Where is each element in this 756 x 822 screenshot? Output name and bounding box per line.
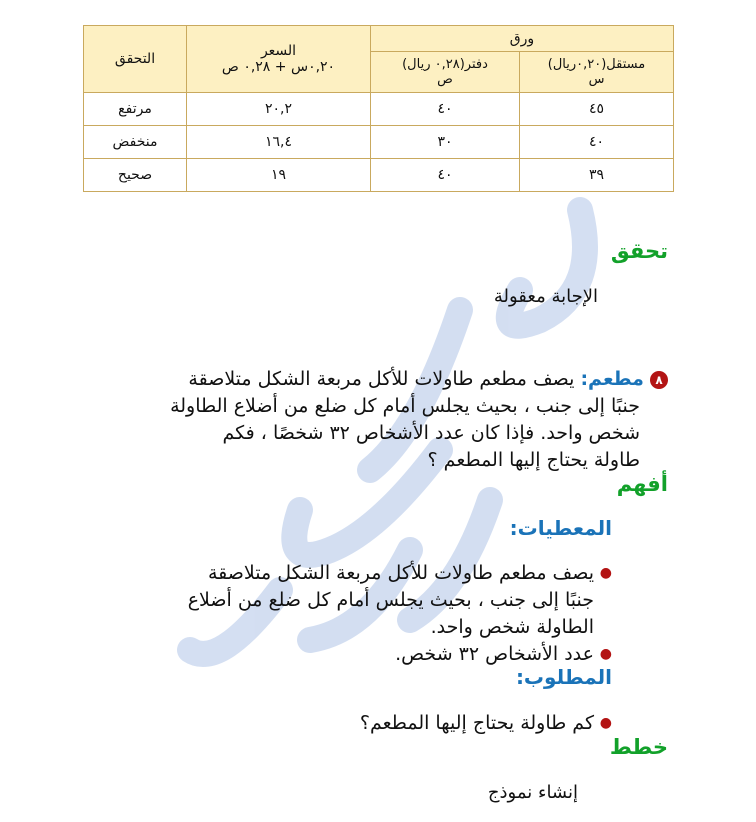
bullet-icon: ● bbox=[599, 715, 612, 731]
problem-block bbox=[68, 366, 668, 474]
verify-heading: تحقق bbox=[610, 239, 668, 263]
list-item: ● يصف مطعم طاولات للأكل مربعة الشكل متلاصقة جنبًا إلى جنب ، بحيث يجلس أمام كل ضلع من أضلاع الطاولة شخص واحد. bbox=[187, 562, 612, 638]
pricing-table bbox=[83, 25, 674, 192]
understand-heading: أفهم bbox=[616, 472, 668, 496]
plan-text: إنشاء نموذج bbox=[487, 782, 578, 803]
required-heading: المطلوب: bbox=[515, 665, 612, 689]
table-row: ٤٠ ٣٠ ١٦,٤ منخفض bbox=[84, 126, 674, 159]
list-item: ● عدد الأشخاص ٣٢ شخص. bbox=[142, 641, 612, 668]
independent-header: مستقل(٠,٢٠ريال) س bbox=[520, 52, 674, 93]
problem-text-line: جنبًا إلى جنب ، بحيث يجلس أمام كل ضلع من أضلاع الطاولة bbox=[170, 395, 640, 417]
notebook-header: دفتر(٠,٢٨ ريال) ص bbox=[371, 52, 520, 93]
list-item: ● كم طاولة يحتاج إليها المطعم؟ bbox=[142, 710, 612, 737]
problem-number-badge: ٨ bbox=[650, 371, 668, 389]
bullet-icon: ● bbox=[599, 646, 612, 662]
problem-label: مطعم: bbox=[580, 368, 644, 390]
table-row: ٣٩ ٤٠ ١٩ صحيح bbox=[84, 159, 674, 192]
paper-group-header: ورق bbox=[371, 26, 674, 52]
price-header: السعر ٠,٢٠س + ٠,٢٨ ص bbox=[187, 26, 371, 93]
problem-text-line: طاولة يحتاج إليها المطعم ؟ bbox=[427, 449, 640, 471]
plan-heading: خطط bbox=[609, 735, 668, 759]
verify-text: الإجابة معقولة bbox=[493, 286, 598, 307]
table-row: ٤٥ ٤٠ ٢٠,٢ مرتفع bbox=[84, 93, 674, 126]
bullet-icon: ● bbox=[599, 565, 612, 581]
givens-list bbox=[142, 560, 612, 668]
required-list bbox=[142, 710, 612, 737]
problem-text-line: يصف مطعم طاولات للأكل مربعة الشكل متلاصقة bbox=[188, 368, 575, 390]
givens-heading: المعطيات: bbox=[509, 516, 612, 540]
problem-text-line: شخص واحد. فإذا كان عدد الأشخاص ٣٢ شخصًا ، فكم bbox=[222, 422, 640, 444]
check-header: التحقق bbox=[84, 26, 187, 93]
